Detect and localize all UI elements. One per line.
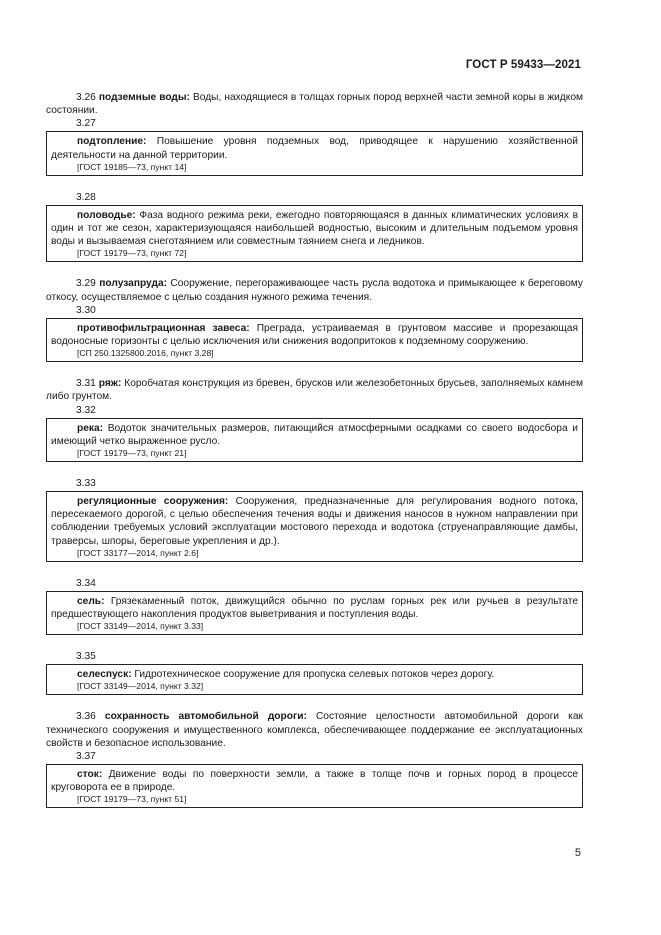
entry-definition: Преграда, устраиваемая в грунтовом массиве и прорезающая водоносные горизонты с целью исключения или снижения водопритоков к подземному сооружению. <box>51 322 578 348</box>
entry-term: сель: <box>77 595 105 607</box>
entry-number: 3.29 <box>76 278 96 290</box>
entry-number: 3.37 <box>76 751 96 763</box>
entry-definition: Коробчатая конструкция из бревен, брусков или железобетонных брусьев, заполняемых камнем либо грунтом. <box>46 378 583 403</box>
entry-definition: Повышение уровня подземных вод, приводящее к нарушению хозяйственной деятельности на данной территории. <box>51 136 578 161</box>
entry-3-26 <box>46 91 583 117</box>
entry-definition: Состояние целостности автомобильной дороги как технического сооружения и имущественного комплекса, обеспечивающее поддержание ее эксплуатационных свойств и безопасное использование. <box>46 711 583 749</box>
entry-number: 3.32 <box>76 404 96 416</box>
definition-box-3-28 <box>46 205 583 263</box>
document-header-id: ГОСТ Р 59433—2021 <box>465 59 581 71</box>
definition-box-3-32 <box>46 418 583 462</box>
entry-term: регуляционные сооружения: <box>77 496 229 508</box>
entry-source: [СП 250.1325800.2016, пункт 3.28] <box>77 348 214 359</box>
definition-box-3-33 <box>46 491 583 562</box>
entry-definition: Воды, находящиеся в толщах горных пород верхней части земной коры в жидком состоянии. <box>46 92 583 117</box>
entry-term: ряж: <box>98 378 122 390</box>
entry-definition: Водоток значительных размеров, питающийся атмосферными осадками со своего водосбора и имеющий четко выраженное русло. <box>51 422 578 447</box>
entry-source: [ГОСТ 19179—73, пункт 51] <box>77 794 187 805</box>
document-body <box>46 91 583 808</box>
entry-term: полузапруда: <box>99 278 167 290</box>
entry-term: сток: <box>77 769 103 781</box>
entry-number: 3.34 <box>76 577 96 589</box>
entry-number: 3.26 <box>76 92 96 103</box>
entry-definition: Гидротехническое сооружение для пропуска селевых потоков через дорогу. <box>131 669 495 681</box>
entry-term: противофильтрационная завеса: <box>77 322 250 334</box>
entry-term: подземные воды: <box>98 92 190 103</box>
entry-source: [ГОСТ 33149—2014, пункт 3.32] <box>77 681 204 692</box>
entry-definition: Фаза водного режима реки, ежегодно повторяющаяся в данных климатических условиях в один и тот же сезон, характеризующаяся наибольшей водностью, высоким и длительным подъемом уровня воды и вызываемая снеготаянием или совместным таянием снега и ледников. <box>51 209 578 248</box>
entry-term: река: <box>77 422 104 434</box>
entry-number: 3.27 <box>76 118 96 130</box>
entry-term: селеспуск: <box>77 669 132 681</box>
entry-definition: Сооружение, перегораживающее часть русла водотока и примыкающее к береговому откосу, осуществляемое с целью создания нужного режима течения. <box>46 278 583 303</box>
definition-box-3-37 <box>46 764 583 808</box>
entry-source: [ГОСТ 19179—73, пункт 21] <box>77 448 187 459</box>
entry-3-36 <box>46 710 583 750</box>
entry-source: [ГОСТ 33177—2014, пункт 2.6] <box>77 547 199 558</box>
entry-3-31 <box>46 377 583 403</box>
entry-source: [ГОСТ 19185—73, пункт 14] <box>77 161 187 172</box>
entry-definition: Сооружения, предназначенные для регулирования водного потока, пересекаемого дорогой, с целью обеспечения течения воды и движения наносов в нужном направлении при соблюдении требуемых условий эксплуатации мостового перехода и водотока (струенаправляющие дамбы, траверсы, шпоры, береговые укрепления и др.). <box>51 496 578 547</box>
entry-term: подтопление: <box>77 136 147 148</box>
entry-term: сохранность автомобильной дороги: <box>104 711 307 723</box>
page-number: 5 <box>574 847 581 859</box>
entry-number: 3.31 <box>76 378 96 390</box>
entry-term: половодье: <box>77 209 136 221</box>
entry-definition: Движение воды по поверхности земли, а также в толще почв и горных пород в процессе круговорота ее в природе. <box>51 769 578 794</box>
entry-number: 3.30 <box>76 304 96 316</box>
definition-box-3-34 <box>46 591 583 635</box>
entry-source: [ГОСТ 19179—73, пункт 72] <box>77 248 187 259</box>
definition-box-3-30 <box>46 318 583 362</box>
definition-box-3-27 <box>46 131 583 175</box>
entry-source: [ГОСТ 33149—2014, пункт 3.33] <box>77 621 204 632</box>
entry-definition: Грязекаменный поток, движущийся обычно по руслам горных рек или ручьев в результате предшествующего накопления продуктов выветривания и поступления воды. <box>51 595 578 621</box>
entry-number: 3.33 <box>76 478 96 490</box>
entry-3-29 <box>46 277 583 303</box>
entry-number: 3.28 <box>76 191 96 203</box>
entry-number: 3.35 <box>76 651 96 663</box>
definition-box-3-35 <box>46 664 583 695</box>
entry-number: 3.36 <box>76 711 96 723</box>
